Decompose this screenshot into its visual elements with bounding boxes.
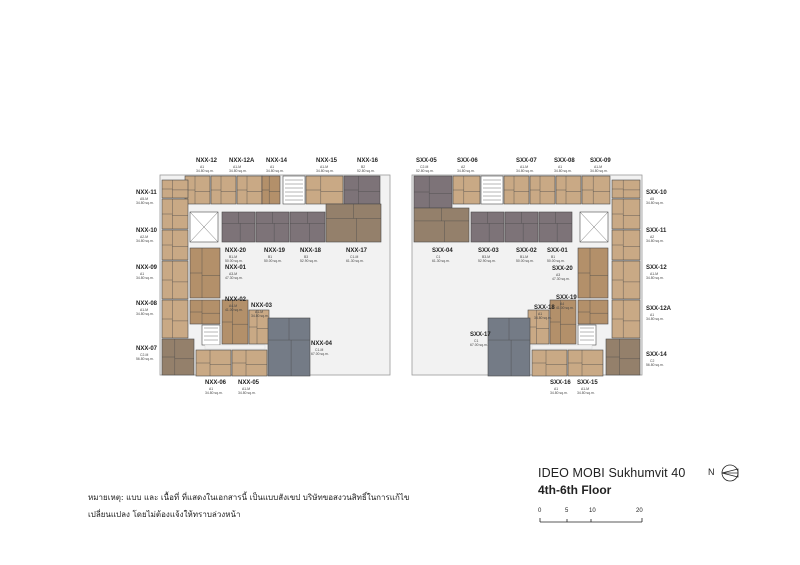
unit-area: 52.80 sq.m. (416, 169, 434, 173)
unit-code: NXX-05 (238, 380, 260, 386)
unit-code: SXX-10 (646, 190, 667, 196)
unit-area: 34.80 sq.m. (136, 201, 154, 205)
note-line: เปลี่ยนแปลง โดยไม่ต้องแจ้งให้ทราบล่วงหน้า (88, 510, 241, 519)
unit-code: SXX-01 (547, 248, 568, 254)
disclaimer-note (88, 489, 409, 523)
scale-line (538, 508, 648, 528)
unit-type: C1-M (315, 348, 324, 352)
scale-label: 20 (636, 508, 643, 514)
unit-area: 41.00 sq.m. (556, 306, 574, 310)
scale-bar (538, 508, 648, 528)
unit-type: A1-M (320, 165, 329, 169)
unit-code: SXX-19 (556, 295, 577, 301)
unit-code: SXX-04 (432, 248, 453, 254)
unit-type: A1 (209, 387, 214, 391)
scale-label: 5 (565, 508, 569, 514)
unit-type: A1 (650, 313, 655, 317)
unit-code: SXX-06 (457, 158, 478, 164)
unit-type: C2-M (140, 353, 149, 357)
unit-area: 34.80 sq.m. (205, 391, 223, 395)
unit-area: 34.80 sq.m. (251, 314, 269, 318)
unit-type: A1-M (594, 165, 603, 169)
unit-area: 50.00 sq.m. (516, 259, 534, 263)
unit-type: C2 (650, 359, 655, 363)
unit-area: 50.00 sq.m. (225, 259, 243, 263)
unit-type: A1 (270, 165, 275, 169)
unit-area: 34.80 sq.m. (196, 169, 214, 173)
unit-area: 34.80 sq.m. (590, 169, 608, 173)
unit-type: A1-M (233, 165, 242, 169)
unit-code: NXX-11 (136, 190, 157, 196)
unit-type: A2-M (140, 235, 149, 239)
unit-code: SXX-03 (478, 248, 499, 254)
unit-code: NXX-16 (357, 158, 379, 164)
unit-area: 61.30 sq.m. (432, 259, 450, 263)
unit-type: A1-M (255, 310, 264, 314)
unit-type: C1 (474, 339, 479, 343)
unit-type: A2 (650, 235, 655, 239)
unit-area: 52.80 sq.m. (357, 169, 375, 173)
title-block (538, 466, 685, 497)
unit-area: 67.00 sq.m. (311, 352, 329, 356)
unit-code: SXX-15 (577, 380, 598, 386)
unit-area: 34.80 sq.m. (229, 169, 247, 173)
unit-type: B3-M (482, 255, 491, 259)
unit-area: 61.30 sq.m. (346, 259, 364, 263)
unit-code: NXX-07 (136, 346, 158, 352)
unit-type: B2 (361, 165, 366, 169)
unit-area: 34.80 sq.m. (646, 201, 664, 205)
unit-code: SXX-07 (516, 158, 537, 164)
unit-code: NXX-17 (346, 248, 368, 254)
unit-type: A1 (200, 165, 205, 169)
unit-type: B1-M (520, 255, 529, 259)
unit-type: A1-M (242, 387, 251, 391)
unit-code: SXX-12 (646, 265, 667, 271)
unit-type: A1-M (650, 272, 659, 276)
unit-area: 34.80 sq.m. (554, 169, 572, 173)
unit-code: NXX-19 (264, 248, 286, 254)
unit-code: NXX-04 (311, 341, 333, 347)
unit-code: NXX-06 (205, 380, 227, 386)
unit-area: 56.80 sq.m. (646, 363, 664, 367)
unit-type: A1-M (581, 387, 590, 391)
unit-type: C2-M (420, 165, 429, 169)
unit-code: SXX-11 (646, 228, 667, 234)
unit-area: 34.80 sq.m. (136, 312, 154, 316)
unit-code: SXX-14 (646, 352, 667, 358)
unit-type: B1-M (229, 255, 238, 259)
floor-label: 4th-6th Floor (538, 483, 612, 497)
unit-code: NXX-14 (266, 158, 288, 164)
unit-area: 34.80 sq.m. (316, 169, 334, 173)
unit-area: 34.80 sq.m. (577, 391, 595, 395)
unit-code: NXX-15 (316, 158, 338, 164)
unit-area: 34.80 sq.m. (550, 391, 568, 395)
unit-type: A4-M (229, 304, 238, 308)
unit-type: A3 (556, 273, 561, 277)
unit-area: 34.80 sq.m. (238, 391, 256, 395)
unit-type: A1 (558, 165, 563, 169)
unit-code: SXX-16 (550, 380, 571, 386)
north-arrow (708, 463, 742, 483)
unit-code: SXX-12A (646, 306, 672, 312)
unit-code: SXX-20 (552, 266, 573, 272)
unit-type: A1-M (520, 165, 529, 169)
unit-area: 47.30 sq.m. (552, 277, 570, 281)
unit-area: 41.00 sq.m. (225, 308, 243, 312)
unit-area: 34.80 sq.m. (266, 169, 284, 173)
unit-type: A4 (560, 302, 565, 306)
unit-area: 34.80 sq.m. (136, 276, 154, 280)
unit-area: 50.00 sq.m. (547, 259, 565, 263)
unit-type: C1-M (350, 255, 359, 259)
unit-type: C1 (436, 255, 441, 259)
note-line: หมายเหตุ: แบบ และ เนื้อที่ ที่แสดงในเอกสารนี้ เป็นแบบสังเขป บริษัทขอสงวนสิทธิ์ในการแก้ไข (88, 493, 410, 502)
unit-type: A1 (538, 312, 543, 316)
unit-area: 52.90 sq.m. (300, 259, 318, 263)
unit-area: 56.80 sq.m. (136, 357, 154, 361)
unit-area: 34.80 sq.m. (646, 276, 664, 280)
unit-area: 34.80 sq.m. (534, 316, 552, 320)
unit-area: 34.80 sq.m. (136, 239, 154, 243)
project-name: IDEO MOBI Sukhumvit 40 (538, 466, 686, 480)
unit-area: 47.30 sq.m. (225, 276, 243, 280)
unit-code: SXX-05 (416, 158, 437, 164)
unit-type: A1-M (140, 308, 149, 312)
unit-code: NXX-20 (225, 248, 247, 254)
unit-type: A5-M (140, 197, 149, 201)
unit-code: SXX-02 (516, 248, 537, 254)
unit-code: NXX-12 (196, 158, 218, 164)
unit-code: NXX-01 (225, 265, 247, 271)
unit-type: B3 (304, 255, 309, 259)
unit-code: NXX-18 (300, 248, 322, 254)
scale-label: 10 (589, 508, 596, 514)
unit-area: 34.80 sq.m. (516, 169, 534, 173)
unit-area: 50.00 sq.m. (264, 259, 282, 263)
unit-code: SXX-09 (590, 158, 611, 164)
unit-area: 34.80 sq.m. (646, 317, 664, 321)
unit-type: A5 (650, 197, 655, 201)
unit-code: NXX-08 (136, 301, 158, 307)
scale-label: 0 (538, 508, 542, 514)
unit-type: A3-M (229, 272, 238, 276)
unit-area: 67.00 sq.m. (470, 343, 488, 347)
unit-code: SXX-17 (470, 332, 491, 338)
north-label: N (708, 467, 715, 477)
corridor-strip (205, 345, 265, 349)
unit-code: NXX-03 (251, 303, 273, 309)
unit-code: NXX-02 (225, 297, 247, 303)
compass-icon (708, 463, 742, 483)
unit-code: SXX-18 (534, 305, 555, 311)
unit-type: B1 (551, 255, 556, 259)
unit-type: B1 (268, 255, 273, 259)
unit-code: NXX-12A (229, 158, 255, 164)
unit-type: A2 (461, 165, 466, 169)
unit-code: NXX-10 (136, 228, 158, 234)
unit-area: 52.90 sq.m. (478, 259, 496, 263)
unit-type: A1 (554, 387, 559, 391)
unit-code: SXX-08 (554, 158, 575, 164)
unit-type: A1 (140, 272, 145, 276)
unit-area: 34.80 sq.m. (457, 169, 475, 173)
unit-area: 34.80 sq.m. (646, 239, 664, 243)
corridor-strip (532, 345, 592, 349)
unit-code: NXX-09 (136, 265, 158, 271)
